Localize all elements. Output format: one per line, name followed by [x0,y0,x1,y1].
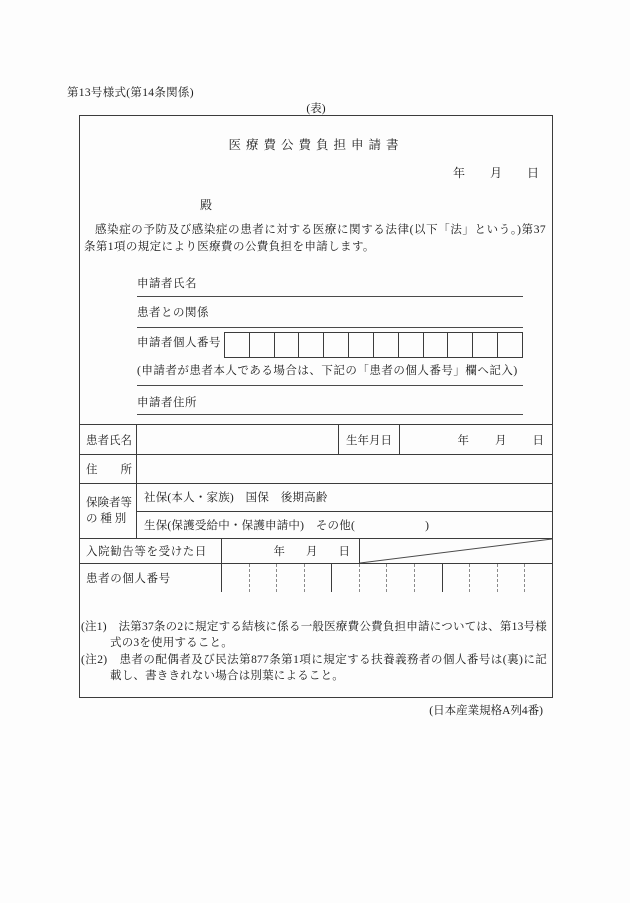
note-1: (注1) 法第37条の2に規定する結核に係る一般医療費公費負担申請については、第13号様式の3を使用すること。 [81,621,547,650]
insurer-type-options [136,484,552,538]
applicant-name-label: 申請者氏名 [137,278,197,290]
mynumber-digit-cell[interactable] [469,564,497,592]
mynumber-digit-cell[interactable] [348,333,373,357]
mynumber-digit-cell[interactable] [323,333,348,357]
patient-name-input-cell[interactable] [136,425,338,454]
mynumber-digit-cell[interactable] [359,564,387,592]
insurer-options-row2[interactable]: 生保(保護受給中・保護申請中) その他( ) [137,511,552,539]
note-2: (注2) 患者の配偶者及び民法第877条第1項に規定する扶養義務者の個人番号は(裏)に記載し、書ききれない場合は別葉によること。 [81,653,547,683]
mynumber-digit-cell[interactable] [414,564,442,592]
applicant-mynumber-grid[interactable] [224,332,523,358]
table-row-patient-address [80,454,552,483]
insurer-options-row1[interactable]: 社保(本人・家族) 国保 後期高齢 [144,492,328,505]
applicant-address-input-line[interactable] [137,414,523,415]
admission-month-label: 月 [306,546,318,558]
mynumber-digit-cell[interactable] [447,333,472,357]
mynumber-digit-cell[interactable] [249,564,277,592]
declaration-paragraph: 感染症の予防及び感染症の患者に対する医療に関する法律(以下「法」という。)第37条第1項の規定により医療費の公費負担を申請します。 [84,224,546,253]
front-side-marker: (表) [306,103,326,115]
diagonal-strike-line [360,539,552,563]
birth-year-label: 年 [457,434,469,447]
date-month-label: 月 [489,166,502,180]
patient-address-input-cell[interactable] [136,455,552,483]
insurer-type-label [80,484,136,538]
table-row-patient-name [80,424,552,454]
applicant-name-input-line[interactable] [137,296,523,297]
mynumber-digit-cell[interactable] [331,564,359,592]
paper-size-note: (日本産業規格A列4番) [429,705,543,717]
birthdate-input-cell[interactable] [399,425,552,454]
date-year-label: 年 [452,166,465,180]
birth-month-label: 月 [495,434,507,447]
mynumber-digit-cell[interactable] [304,564,332,592]
table-row-patient-mynumber [80,563,552,592]
mynumber-digit-cell[interactable] [423,333,448,357]
mynumber-digit-cell[interactable] [398,333,423,357]
patient-mynumber-grid[interactable] [221,564,552,592]
admission-blocked-cell [359,539,552,563]
admission-day-label: 日 [338,546,350,558]
mynumber-digit-cell[interactable] [497,564,525,592]
birthdate-ymd [458,432,553,448]
document-title: 医療費公費負担申請書 [228,138,404,152]
mynumber-digit-cell[interactable] [225,333,249,357]
patient-name-label: 患者氏名 [86,434,132,447]
applicant-mynumber-note: (申請者が患者本人である場合は、下記の「患者の個人番号」欄へ記入) [137,365,518,377]
admission-date-input-cell[interactable] [221,539,359,563]
mynumber-digit-cell[interactable] [524,564,552,592]
notes-section [81,619,547,685]
date-day-label: 日 [526,166,539,180]
mynumber-digit-cell[interactable] [386,564,414,592]
applicant-address-label: 申請者住所 [137,397,197,409]
mynumber-digit-cell[interactable] [249,333,274,357]
mynumber-digit-cell[interactable] [373,333,398,357]
insurer-type-label-line1: 保険者等 [86,497,132,509]
mynumber-digit-cell[interactable] [274,333,299,357]
birthdate-label: 生年月日 [338,425,399,454]
mynumber-digit-cell[interactable] [497,333,522,357]
patient-relation-input-line[interactable] [137,327,523,328]
mynumber-row-underline [137,385,523,386]
table-row-admission-date [80,538,552,563]
birth-day-label: 日 [532,434,544,447]
applicant-mynumber-label: 申請者個人番号 [137,337,221,349]
patient-mynumber-label: 患者の個人番号 [86,573,171,585]
admission-ymd [274,543,360,559]
mynumber-digit-cell[interactable] [442,564,470,592]
patient-address-label: 住 所 [86,464,132,476]
mynumber-digit-cell[interactable] [298,333,323,357]
patient-info-table [80,424,552,592]
patient-relation-label: 患者との関係 [137,307,209,319]
form-number-label: 第13号様式(第14条関係) [67,87,194,99]
admission-date-label: 入院勧告等を受けた日 [86,546,207,558]
table-row-insurer-type [80,483,552,538]
application-form-sheet [79,115,553,698]
addressee-suffix: 殿 [200,198,213,212]
mynumber-digit-cell[interactable] [276,564,304,592]
insurer-type-label-line2: の 種 別 [86,513,127,525]
application-date-line [453,164,539,181]
admission-year-label: 年 [273,546,285,558]
mynumber-digit-cell[interactable] [221,564,249,592]
mynumber-digit-cell[interactable] [472,333,497,357]
